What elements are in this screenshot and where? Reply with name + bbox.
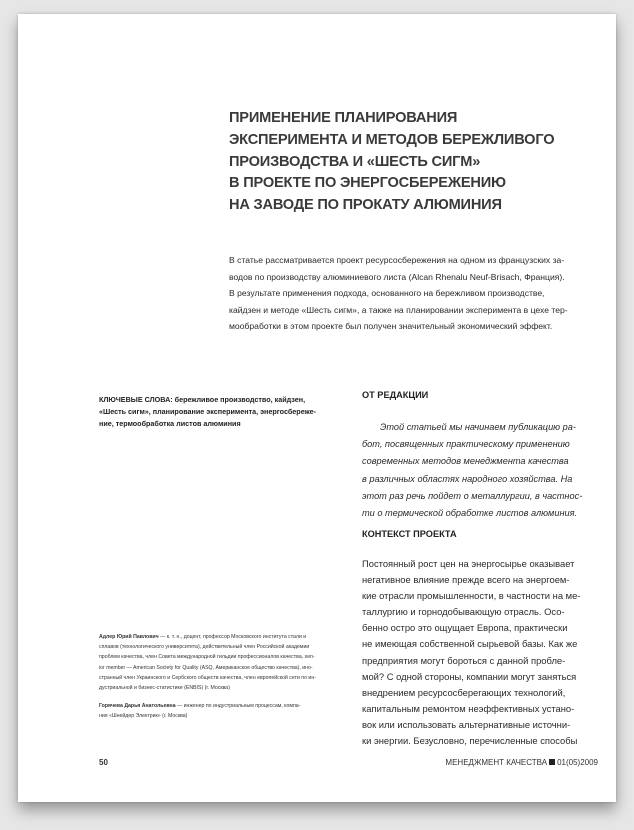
author-desc: — инженер по индустриальным процессам, компа- bbox=[175, 703, 301, 709]
title-line: ПРИМЕНЕНИЕ ПЛАНИРОВАНИЯ bbox=[229, 110, 458, 126]
editorial-heading: ОТ РЕДАКЦИИ bbox=[362, 390, 429, 400]
author-name: Адлер Юрий Павлович bbox=[99, 634, 159, 640]
body-line: не имеющая собственной сырьевой базы. Как же bbox=[362, 638, 578, 650]
editorial-line: ти о термической обработке листов алюминия. bbox=[362, 508, 578, 519]
abstract-line: мообработки в этом проекте был получен значительный экономический эффект. bbox=[229, 321, 553, 332]
abstract-line: водов по производству алюминиевого листа (Alcan Rhenalu Neuf-Brisach, Франция). bbox=[229, 271, 565, 282]
body-line: бенно остро это ощущает Европа, практически bbox=[362, 622, 568, 634]
abstract-line: кайдзен и методе «Шесть сигм», а также на планировании эксперимента в цехе тер- bbox=[229, 304, 568, 315]
body-line: кие отрасли промышленности, в частности на ме- bbox=[362, 590, 581, 602]
author-name: Горячева Дарья Анатольевна bbox=[99, 703, 176, 709]
abstract-line: В статье рассматривается проект ресурсосбережения на одном из французских за- bbox=[229, 255, 565, 265]
journal-footer bbox=[445, 758, 598, 767]
body-line: негативное влияние прежде всего на энергоем- bbox=[362, 574, 570, 586]
body-line: мой? С одной стороны, компании могут заняться bbox=[362, 670, 577, 682]
keywords-line: «Шесть сигм», планирование эксперимента, энергосбереже- bbox=[99, 407, 316, 416]
title-line: ЭКСПЕРИМЕНТА И МЕТОДОВ БЕРЕЖЛИВОГО bbox=[229, 131, 555, 148]
title-line: В ПРОЕКТЕ ПО ЭНЕРГОСБЕРЕЖЕНИЮ bbox=[229, 175, 506, 192]
body-line: Постоянный рост цен на энергосырье оказывает bbox=[362, 558, 575, 569]
editorial-line: бот, посвященных практическому применению bbox=[362, 439, 570, 450]
body-line: внедрением ресурсосберегающих технологий, bbox=[362, 686, 566, 698]
body-line: капитальным ремонтом неэффективных устано- bbox=[362, 702, 575, 714]
journal-page bbox=[18, 14, 616, 802]
author-line: странный член Украинского и Сербского обществ качества, член европейской сети по ин- bbox=[99, 674, 316, 681]
abstract-line: В результате применения подхода, основанного на бережливом производстве, bbox=[229, 288, 545, 299]
author-line: дустриальной и бизнес-статистике (ENBIS) (г. Москва) bbox=[99, 685, 230, 692]
page-number: 50 bbox=[99, 758, 108, 767]
author-desc: — к. т. н., доцент, профессор Московского института стали и bbox=[158, 634, 307, 640]
editorial-line: этот раз речь пойдет о металлургии, в частнос- bbox=[362, 490, 583, 501]
body-line: вок или использовать альтернативные источни- bbox=[362, 718, 571, 730]
editorial-line: Этой статьей мы начинаем публикацию ра- bbox=[380, 422, 576, 432]
body-line: таллургию и горнодобывающую отрасль. Осо- bbox=[362, 606, 565, 618]
keywords bbox=[99, 394, 339, 430]
abstract bbox=[229, 252, 601, 335]
author-line: сплавов (технологического университета), действительный член Российской академии bbox=[99, 644, 310, 651]
context-heading: КОНТЕКСТ ПРОЕКТА bbox=[362, 529, 457, 539]
editorial-line: современных методов менеджмента качества bbox=[362, 456, 569, 467]
title-line: НА ЗАВОДЕ ПО ПРОКАТУ АЛЮМИНИЯ bbox=[229, 197, 502, 214]
keywords-line: КЛЮЧЕВЫЕ СЛОВА: бережливое производство, кайдзен, bbox=[99, 395, 306, 404]
context-text bbox=[362, 556, 608, 749]
author-info-goryacheva bbox=[99, 701, 344, 721]
journal-issue: 01(05)2009 bbox=[557, 758, 598, 767]
body-line: предприятия могут бороться с данной пробле- bbox=[362, 654, 566, 666]
author-line: ния «Шнейдер Электрик» (г. Москва) bbox=[99, 713, 188, 720]
journal-name: МЕНЕДЖМЕНТ КАЧЕСТВА bbox=[445, 758, 548, 767]
keywords-line: ние, термообработка листов алюминия bbox=[99, 419, 241, 428]
article-title bbox=[229, 108, 569, 217]
author-line bbox=[99, 701, 344, 711]
author-line: проблем качества, член Совета международной гильдии профессионалов качества, sen- bbox=[99, 654, 315, 661]
title-line: ПРОИЗВОДСТВА И «ШЕСТЬ СИГМ» bbox=[229, 153, 481, 170]
body-line: ки энергии. Безусловно, перечисленные способы bbox=[362, 735, 578, 747]
author-line: ior member — American Society for Quality (ASQ, Американское общество качества), ино- bbox=[99, 664, 313, 671]
square-bullet-icon bbox=[549, 759, 555, 765]
editorial-text bbox=[362, 419, 608, 522]
author-line bbox=[99, 632, 344, 642]
author-info-adler bbox=[99, 632, 344, 693]
editorial-line: в различных областях народного хозяйства. На bbox=[362, 473, 573, 484]
